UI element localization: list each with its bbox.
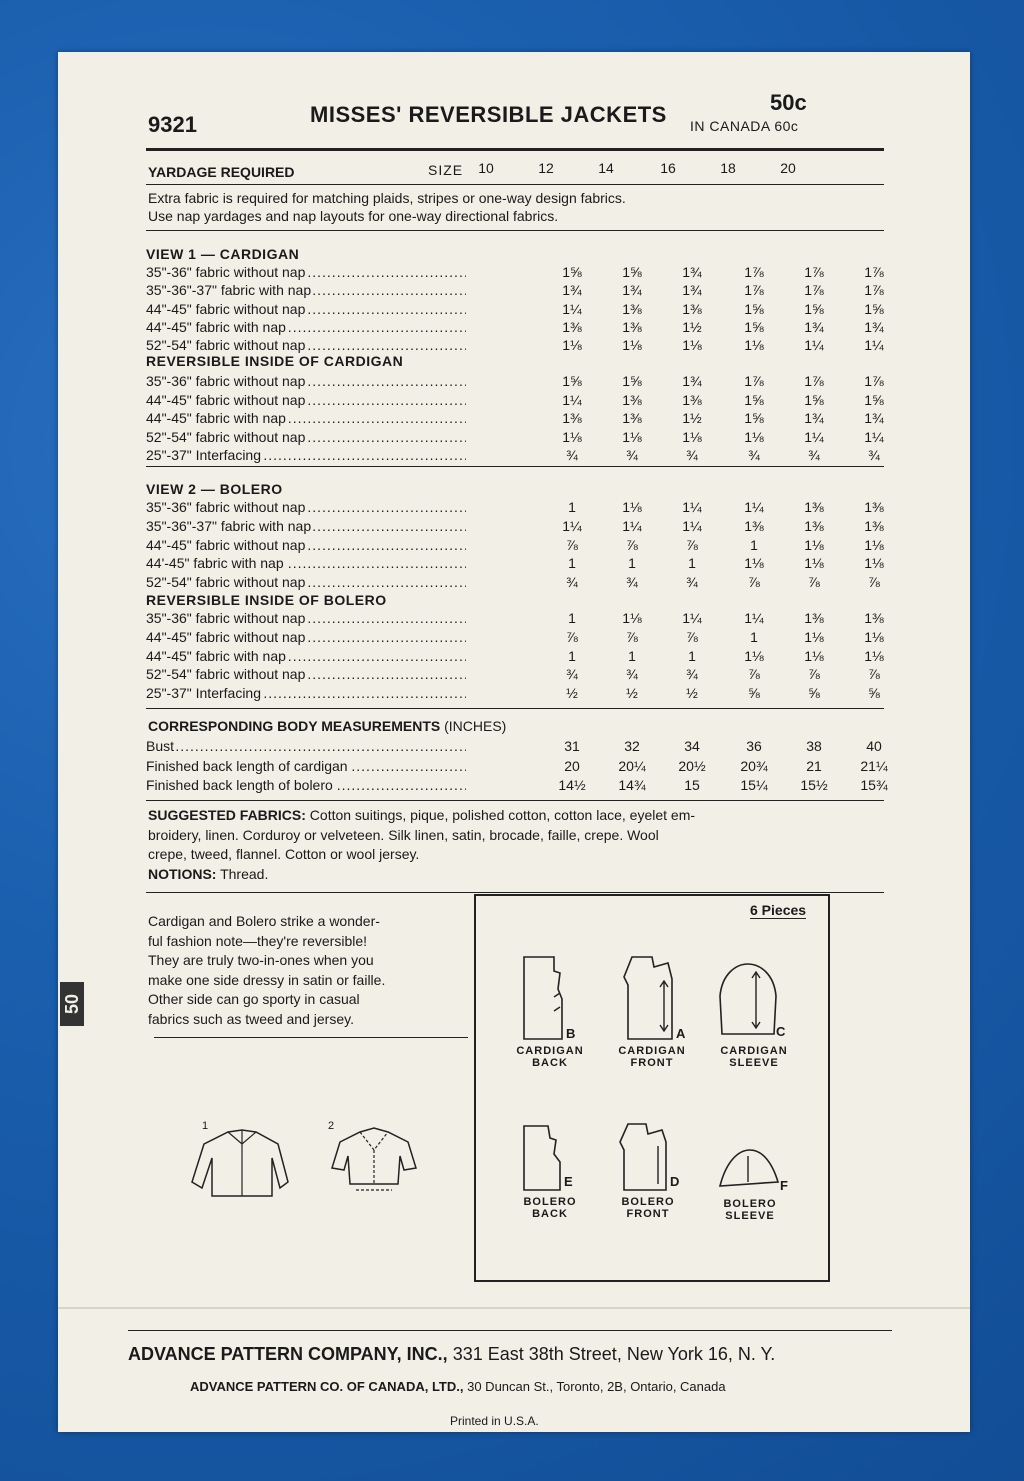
row-value: 1⅛ (622, 337, 642, 354)
row-value: 1⅛ (622, 428, 642, 445)
row-value: 1 (750, 536, 758, 553)
piece-icon (524, 1126, 564, 1190)
table-row (146, 685, 882, 703)
rule (146, 184, 884, 185)
row-value: 1⅞ (864, 282, 884, 299)
notions-text: Thread. (220, 865, 269, 882)
row-value: ¾ (566, 574, 578, 591)
table-row (146, 574, 882, 592)
rule (146, 708, 884, 709)
row-value: 1⅝ (744, 318, 764, 335)
row-value: 1 (568, 647, 576, 664)
row-value: 1⅞ (804, 373, 824, 389)
row-value: ¾ (626, 666, 638, 683)
row-value: 1⅛ (744, 555, 764, 572)
table-row (146, 518, 882, 536)
piece-label (604, 1045, 700, 1069)
row-value: 1⅝ (622, 264, 642, 280)
table-row (146, 264, 882, 282)
table-row (146, 499, 882, 517)
view2-heading: VIEW 2 — BOLERO (146, 481, 283, 497)
view2-rev-heading: REVERSIBLE INSIDE OF BOLERO (146, 592, 387, 608)
size-col-12: 12 (538, 160, 554, 176)
row-value: 1⅝ (864, 300, 884, 317)
table-row (146, 319, 882, 337)
row-value: 1⅛ (864, 536, 884, 553)
row-value: 1¾ (864, 410, 884, 427)
row-value: 1¼ (744, 499, 764, 515)
row-value: 1¼ (622, 517, 642, 534)
row-value: 21¼ (860, 757, 888, 774)
table-row (146, 648, 882, 666)
row-label-text: 44"-45" fabric without nap (146, 536, 306, 553)
view1-heading: VIEW 1 — CARDIGAN (146, 246, 300, 262)
row-value: 1⅞ (804, 282, 824, 299)
row-value: ½ (626, 685, 638, 702)
row-value: 1 (688, 555, 696, 572)
row-value: 1¼ (864, 337, 884, 354)
row-value: ⅝ (868, 685, 880, 702)
row-value: 1 (568, 499, 576, 515)
row-value: 1⅛ (804, 536, 824, 553)
measurements-heading (148, 718, 506, 734)
row-value: ¾ (626, 447, 638, 464)
fabrics-text: broidery, linen. Corduroy or velveteen. Silk linen, satin, brocade, faille, crepe. Wool (148, 826, 659, 843)
row-value: 1⅜ (864, 517, 884, 534)
row-value: ¾ (626, 574, 638, 591)
row-label (146, 518, 466, 534)
bolero-sketch (330, 1128, 420, 1198)
row-value: ⅞ (626, 536, 638, 553)
row-value: ¾ (686, 447, 698, 464)
row-value: 1⅞ (744, 282, 764, 299)
row-value: 1 (568, 610, 576, 626)
row-value: 1⅝ (804, 391, 824, 408)
row-value: 1⅜ (804, 517, 824, 534)
piece-label-line: BACK (532, 1208, 568, 1220)
rule (146, 230, 884, 231)
piece-icon (718, 962, 778, 1034)
pattern-envelope (58, 52, 970, 1432)
row-value: ⅞ (626, 628, 638, 645)
table-row (146, 410, 882, 428)
table-row (146, 777, 888, 795)
piece-label (600, 1196, 696, 1220)
row-value: 1⅛ (682, 337, 702, 354)
row-label (146, 410, 466, 426)
row-value: ⅝ (808, 685, 820, 702)
pieces-box (474, 894, 830, 1282)
row-value: 1 (568, 555, 576, 572)
row-label-text: 44"-45" fabric with nap (146, 318, 286, 335)
canada-address: 30 Duncan St., Toronto, 2B, Ontario, Canada (467, 1379, 726, 1394)
row-value: ⅞ (566, 536, 578, 553)
row-label (146, 666, 466, 682)
piece-label-line: FRONT (626, 1208, 670, 1220)
row-label-text: 44'-45" fabric with nap (146, 555, 284, 572)
row-label (146, 319, 466, 335)
piece-label (502, 1045, 598, 1069)
table-row (146, 301, 882, 319)
row-label (146, 777, 466, 793)
row-value: 34 (684, 738, 700, 754)
row-value: 40 (866, 738, 882, 754)
row-label-text: Finished back length of cardigan (146, 757, 348, 774)
notions-label: NOTIONS: (148, 865, 217, 882)
footer-company-line (128, 1344, 775, 1365)
row-value: 1⅜ (864, 499, 884, 515)
row-label (146, 499, 466, 515)
row-value: 1⅝ (744, 391, 764, 408)
row-value: 1⅝ (864, 391, 884, 408)
row-label-text: 44"-45" fabric with nap (146, 647, 286, 664)
size-col-14: 14 (598, 160, 614, 176)
row-value: 1¾ (682, 373, 702, 389)
row-value: ¾ (566, 447, 578, 464)
piece-label-line: BOLERO (621, 1196, 675, 1208)
row-value: 1¼ (804, 428, 824, 445)
row-value: 20 (564, 757, 580, 774)
row-label (146, 264, 466, 280)
header-rule (146, 148, 884, 151)
row-value: ¾ (748, 447, 760, 464)
row-label (146, 555, 466, 571)
row-value: ¾ (808, 447, 820, 464)
row-label-text: 44"-45" fabric without nap (146, 391, 306, 408)
description-line: fabrics such as tweed and jersey. (148, 1010, 354, 1027)
row-label (146, 373, 466, 389)
row-value: 1¾ (864, 318, 884, 335)
row-value: 20¾ (740, 757, 768, 774)
row-value: 1 (628, 647, 636, 664)
row-value: 36 (746, 738, 762, 754)
piece-label (702, 1198, 798, 1222)
measurements-heading-bold: CORRESPONDING BODY MEASUREMENTS (148, 718, 441, 734)
cardigan-sketch (188, 1130, 298, 1200)
row-value: ⅞ (566, 628, 578, 645)
table-row (146, 666, 882, 684)
row-value: 1⅜ (682, 391, 702, 408)
row-label-text: 35"-36" fabric without nap (146, 373, 306, 389)
row-label-text: 25"-37" Interfacing (146, 685, 262, 702)
row-value: 1⅛ (864, 647, 884, 664)
view-number: 1 (202, 1120, 209, 1132)
row-label (146, 610, 466, 626)
row-value: 1⅞ (744, 264, 764, 280)
row-value: 1 (688, 647, 696, 664)
pattern-title: MISSES' REVERSIBLE JACKETS (310, 102, 667, 127)
table-row (146, 757, 888, 776)
rule (128, 1330, 892, 1331)
table-row (146, 610, 882, 628)
footer-canada-line (190, 1379, 726, 1394)
row-value: 1⅛ (744, 337, 764, 354)
company-address: 331 East 38th Street, New York 16, N. Y. (452, 1344, 776, 1364)
row-label-text: Bust (146, 738, 175, 754)
row-label (146, 429, 466, 445)
row-value: 15 (684, 777, 700, 793)
piece-label-line: SLEEVE (729, 1057, 779, 1069)
description-line: They are truly two-in-ones when you (148, 952, 374, 968)
row-label (146, 629, 466, 645)
piece-label-line: CARDIGAN (720, 1045, 788, 1057)
view-number: 2 (328, 1120, 335, 1132)
row-label-text: 52"-54" fabric without nap (146, 337, 306, 354)
rule (146, 800, 884, 801)
row-value: 1⅛ (562, 337, 582, 354)
table-row (146, 373, 882, 391)
piece-label-line: BACK (532, 1057, 568, 1069)
row-value: 31 (564, 738, 580, 754)
row-value: 1⅜ (744, 517, 764, 534)
row-value: 1⅞ (864, 373, 884, 389)
row-value: 1⅜ (622, 300, 642, 317)
row-value: 1⅜ (562, 318, 582, 335)
row-label-text: 35"-36" fabric without nap (146, 264, 306, 280)
row-value: 1⅝ (622, 373, 642, 389)
row-value: 1¼ (804, 337, 824, 354)
row-value: 1⅛ (744, 428, 764, 445)
row-value: 1¼ (562, 391, 582, 408)
row-value: 15½ (800, 777, 828, 793)
row-value: 1¾ (682, 282, 702, 299)
table-row (146, 447, 882, 465)
pattern-number: 9321 (148, 112, 197, 137)
row-label-text: Finished back length of bolero (146, 777, 333, 793)
pieces-count: 6 Pieces (750, 902, 807, 918)
row-value: 1⅜ (804, 610, 824, 626)
description-line: make one side dressy in satin or faille. (148, 971, 386, 988)
fabrics-text: Cotton suitings, pique, polished cotton, cotton lace, eyelet em- (309, 807, 696, 823)
row-value: 15¾ (860, 777, 888, 793)
row-value: 1⅝ (562, 264, 582, 280)
row-value: 1⅛ (804, 628, 824, 645)
piece-icon (620, 1124, 672, 1190)
row-value: 1 (628, 555, 636, 572)
row-value: 1⅝ (804, 300, 824, 317)
piece-label-line: BOLERO (523, 1196, 577, 1208)
row-value: 1⅜ (622, 318, 642, 335)
piece-letter: C (776, 1024, 786, 1039)
row-value: 1⅜ (622, 410, 642, 427)
company-name: ADVANCE PATTERN COMPANY, INC., (128, 1344, 448, 1364)
row-label-text: 35"-36"-37" fabric with nap (146, 282, 312, 299)
row-value: 20½ (678, 757, 706, 774)
row-label-text: 35"-36" fabric without nap (146, 610, 306, 626)
piece-letter: D (670, 1174, 680, 1189)
row-value: 1⅝ (562, 373, 582, 389)
table-row (146, 738, 882, 756)
table-row (146, 392, 882, 410)
row-value: 1¼ (682, 517, 702, 534)
printed-in: Printed in U.S.A. (450, 1414, 539, 1428)
row-value: ¾ (868, 447, 880, 464)
piece-label (706, 1045, 802, 1069)
row-value: 14½ (558, 777, 586, 793)
size-col-18: 18 (720, 160, 736, 176)
description (148, 912, 448, 1029)
fabrics-text: crepe, tweed, flannel. Cotton or wool jersey. (148, 846, 420, 862)
piece-label-line: CARDIGAN (516, 1045, 584, 1057)
row-value: 15¼ (740, 777, 768, 793)
row-value: ¾ (566, 666, 578, 683)
row-value: ⅞ (808, 574, 820, 591)
row-value: 1¼ (682, 499, 702, 515)
row-value: 1¼ (744, 610, 764, 626)
piece-letter: B (566, 1026, 576, 1041)
row-value: 14¾ (618, 777, 646, 793)
row-label (146, 282, 466, 298)
row-value: 1¼ (682, 610, 702, 626)
piece-label-line: CARDIGAN (618, 1045, 686, 1057)
description-line: ful fashion note—they're reversible! (148, 932, 368, 949)
row-value: 1⅛ (804, 555, 824, 572)
row-label (146, 337, 466, 353)
size-label: SIZE (428, 162, 464, 178)
row-value: 1⅜ (682, 300, 702, 317)
side-number-tab (60, 982, 84, 1026)
table-row (146, 555, 882, 573)
size-col-10: 10 (478, 160, 494, 176)
row-value: ½ (686, 685, 698, 702)
row-label-text: 44"-45" fabric with nap (146, 410, 286, 427)
row-value: 1¼ (562, 517, 582, 534)
row-value: 20¼ (618, 757, 646, 774)
row-label-text: 52"-54" fabric without nap (146, 666, 306, 683)
row-value: 1¼ (562, 300, 582, 317)
row-value: 21 (806, 757, 822, 774)
row-value: 38 (806, 738, 822, 754)
row-label (146, 301, 466, 317)
piece-label-line: FRONT (630, 1057, 674, 1069)
yardage-heading: YARDAGE REQUIRED (148, 164, 295, 180)
canada-company: ADVANCE PATTERN CO. OF CANADA, LTD., (190, 1379, 464, 1394)
row-value: 1¾ (804, 318, 824, 335)
piece-icon (624, 957, 676, 1039)
rule (154, 1037, 468, 1038)
row-label-text: 52"-54" fabric without nap (146, 574, 306, 591)
row-label-text: 35"-36"-37" fabric with nap (146, 517, 312, 534)
row-value: 1⅛ (622, 499, 642, 515)
row-value: 1¾ (804, 410, 824, 427)
piece-icon (524, 957, 568, 1039)
measurements-unit: (INCHES) (444, 718, 507, 734)
row-label (146, 648, 466, 664)
rule (146, 892, 884, 893)
row-value: 1⅜ (622, 391, 642, 408)
piece-label-line: SLEEVE (725, 1210, 775, 1222)
row-value: ⅞ (808, 666, 820, 683)
row-value: 1⅛ (744, 647, 764, 664)
row-label (146, 738, 466, 754)
row-value: 1 (750, 628, 758, 645)
row-value: 1⅞ (744, 373, 764, 389)
row-value: 1⅛ (682, 428, 702, 445)
side-number: 50 (62, 993, 82, 1015)
row-value: 32 (624, 738, 640, 754)
size-col-20: 20 (780, 160, 796, 176)
suggested-fabrics (148, 806, 888, 884)
piece-icon (718, 1148, 780, 1192)
row-value: 1⅛ (864, 555, 884, 572)
row-value: 1⅝ (744, 410, 764, 427)
row-value: ⅞ (868, 666, 880, 683)
row-label-text: 52"-54" fabric without nap (146, 428, 306, 445)
row-value: 1⅜ (562, 410, 582, 427)
row-value: 1⅛ (622, 610, 642, 626)
row-value: 1½ (682, 410, 702, 427)
row-label-text: 35"-36" fabric without nap (146, 499, 306, 515)
row-label (146, 537, 466, 553)
row-value: 1⅛ (864, 628, 884, 645)
row-value: 1½ (682, 318, 702, 335)
row-label (146, 685, 466, 701)
row-value: ¾ (686, 574, 698, 591)
row-value: 1⅜ (864, 610, 884, 626)
row-value: 1⅞ (804, 264, 824, 280)
row-value: ⅞ (748, 666, 760, 683)
row-value: 1¾ (562, 282, 582, 299)
piece-letter: A (676, 1026, 686, 1041)
rule (146, 466, 884, 467)
row-value: ⅞ (686, 536, 698, 553)
table-row (146, 537, 882, 555)
view1-rev-heading: REVERSIBLE INSIDE OF CARDIGAN (146, 353, 404, 369)
row-label-text: 25"-37" Interfacing (146, 447, 262, 464)
row-value: 1¾ (622, 282, 642, 299)
row-value: 1⅞ (864, 264, 884, 280)
row-label-text: 44"-45" fabric without nap (146, 300, 306, 317)
price: 50c (770, 90, 807, 115)
row-label (146, 758, 466, 774)
size-col-16: 16 (660, 160, 676, 176)
row-value: ½ (566, 685, 578, 702)
row-value: 1⅝ (744, 300, 764, 317)
piece-label (502, 1196, 598, 1220)
row-value: 1⅛ (804, 647, 824, 664)
canada-price: IN CANADA 60c (690, 118, 799, 134)
yardage-note: Extra fabric is required for matching plaids, stripes or one-way design fabrics. (148, 190, 626, 206)
piece-letter: E (564, 1174, 573, 1189)
row-value: 1¾ (682, 264, 702, 280)
row-value: ¾ (686, 666, 698, 683)
row-value: ⅞ (748, 574, 760, 591)
piece-label-line: BOLERO (723, 1198, 777, 1210)
yardage-note: Use nap yardages and nap layouts for one-way directional fabrics. (148, 208, 559, 224)
description-line: Cardigan and Bolero strike a wonder- (148, 913, 380, 929)
row-value: ⅝ (748, 685, 760, 702)
table-row (146, 282, 882, 300)
row-value: 1¼ (864, 428, 884, 445)
table-row (146, 629, 882, 647)
piece-letter: F (780, 1178, 788, 1193)
row-value: 1⅜ (804, 499, 824, 515)
row-value: ⅞ (686, 628, 698, 645)
row-label (146, 447, 466, 463)
table-row (146, 429, 882, 447)
row-value: ⅞ (868, 574, 880, 591)
row-label (146, 574, 466, 590)
row-label-text: 44"-45" fabric without nap (146, 628, 306, 645)
row-value: 1⅛ (562, 428, 582, 445)
row-label (146, 392, 466, 408)
fabrics-label: SUGGESTED FABRICS: (148, 807, 306, 823)
description-line: Other side can go sporty in casual (148, 991, 360, 1007)
